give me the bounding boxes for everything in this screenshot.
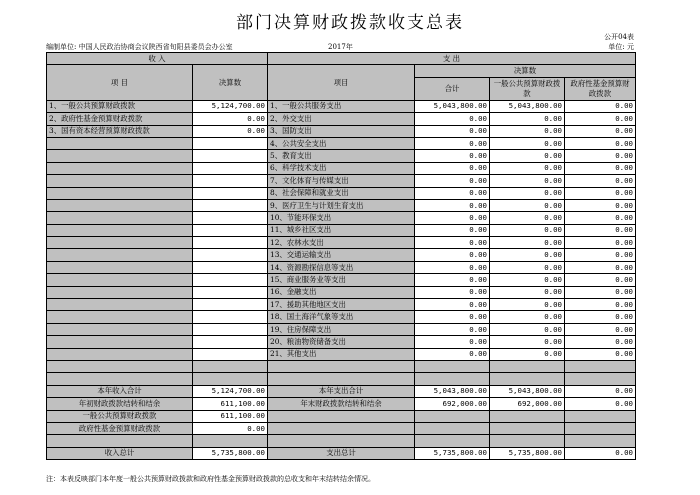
carry-out-general: 692,000.00 <box>490 398 565 410</box>
expense-total-value: 0.00 <box>415 162 490 174</box>
income-item-value <box>193 249 268 261</box>
carry-in-fund-value: 0.00 <box>193 422 268 434</box>
expense-fund-value: 0.00 <box>565 150 636 162</box>
expense-item-label: 9、医疗卫生与计划生育支出 <box>268 199 415 211</box>
expense-total-value: 0.00 <box>415 249 490 261</box>
footnote: 注：本表反映部门本年度一般公共预算财政拨款和政府性基金预算财政拨款的总收支和年末结转结余情况。 <box>46 475 375 483</box>
expense-total-value: 0.00 <box>415 150 490 162</box>
expense-total-value: 0.00 <box>415 261 490 273</box>
expense-general-value: 0.00 <box>490 187 565 199</box>
expense-general-value: 0.00 <box>490 336 565 348</box>
expense-fund-value: 0.00 <box>565 224 636 236</box>
expense-general-value: 0.00 <box>490 224 565 236</box>
blank-cell <box>193 360 268 372</box>
expense-fund-value: 0.00 <box>565 261 636 273</box>
blank-cell <box>47 435 193 447</box>
income-item-label <box>47 237 193 249</box>
expense-header: 支 出 <box>268 53 636 65</box>
expense-general-value: 5,043,800.00 <box>490 100 565 112</box>
expense-general-value: 0.00 <box>490 175 565 187</box>
blank-cell <box>268 410 415 422</box>
expense-general-value: 0.00 <box>490 286 565 298</box>
expense-item-label: 8、社会保障和就业支出 <box>268 187 415 199</box>
income-item-label <box>47 299 193 311</box>
expense-item-label: 4、公共安全支出 <box>268 137 415 149</box>
report-year: 2017年 <box>328 43 353 51</box>
carry-in-general-value: 611,100.00 <box>193 410 268 422</box>
income-item-label <box>47 311 193 323</box>
income-item-value <box>193 175 268 187</box>
blank-row <box>47 435 636 447</box>
expense-total-value: 0.00 <box>415 199 490 211</box>
blank-cell <box>565 422 636 434</box>
expense-total-general: 5,043,800.00 <box>490 385 565 397</box>
income-item-label <box>47 175 193 187</box>
table-row <box>47 212 636 224</box>
income-expense-total-row <box>47 385 636 397</box>
income-item-label <box>47 212 193 224</box>
expense-total-value: 0.00 <box>415 113 490 125</box>
expense-general-value: 0.00 <box>490 137 565 149</box>
income-item-label <box>47 336 193 348</box>
expense-total-sum: 5,043,800.00 <box>415 385 490 397</box>
carry-in-label: 年初财政拨款结转和结余 <box>47 398 193 410</box>
carryover-row <box>47 398 636 410</box>
income-item-value <box>193 336 268 348</box>
expense-total-value: 0.00 <box>415 286 490 298</box>
table-row <box>47 237 636 249</box>
blank-cell <box>268 422 415 434</box>
expense-fund-value: 0.00 <box>565 162 636 174</box>
income-header: 收 入 <box>47 53 268 65</box>
income-item-value <box>193 274 268 286</box>
expense-general-value: 0.00 <box>490 261 565 273</box>
income-item-label <box>47 224 193 236</box>
expense-general-value: 0.00 <box>490 299 565 311</box>
blank-cell <box>47 360 193 372</box>
blank-cell <box>415 373 490 385</box>
expense-general-value: 0.00 <box>490 199 565 211</box>
expense-total-value: 0.00 <box>415 175 490 187</box>
expense-item-label: 12、农林水支出 <box>268 237 415 249</box>
expense-fund-value: 0.00 <box>565 286 636 298</box>
blank-cell <box>415 435 490 447</box>
expense-fund-value: 0.00 <box>565 249 636 261</box>
income-item-header: 项 目 <box>47 65 193 100</box>
expense-item-label: 15、商业服务业等支出 <box>268 274 415 286</box>
expense-total-value: 0.00 <box>415 212 490 224</box>
blank-cell <box>415 422 490 434</box>
expense-item-label: 17、援助其他地区支出 <box>268 299 415 311</box>
income-item-value <box>193 323 268 335</box>
blank-row <box>47 360 636 372</box>
table-row <box>47 311 636 323</box>
income-item-label <box>47 162 193 174</box>
expense-general-value: 0.00 <box>490 348 565 360</box>
expense-fund-value: 0.00 <box>565 175 636 187</box>
carry-in-value: 611,100.00 <box>193 398 268 410</box>
table-row <box>47 249 636 261</box>
table-row <box>47 348 636 360</box>
form-code: 公开04表 <box>604 33 634 41</box>
expense-item-label: 1、一般公共服务支出 <box>268 100 415 112</box>
income-item-value <box>193 150 268 162</box>
income-item-value <box>193 286 268 298</box>
expense-fund-value: 0.00 <box>565 274 636 286</box>
income-item-value: 5,124,700.00 <box>193 100 268 112</box>
expense-item-label: 14、资源勘探信息等支出 <box>268 261 415 273</box>
grand-expense-label: 支出总计 <box>268 447 415 459</box>
reporting-unit: 编制单位: 中国人民政治协商会议陕西省旬阳县委员会办公室 <box>46 43 233 51</box>
expense-general-value: 0.00 <box>490 212 565 224</box>
carry-in-fund-label: 政府性基金预算财政拨款 <box>47 422 193 434</box>
expense-fund-value: 0.00 <box>565 212 636 224</box>
expense-total-value: 0.00 <box>415 336 490 348</box>
expense-item-label: 13、交通运输支出 <box>268 249 415 261</box>
income-item-value: 0.00 <box>193 125 268 137</box>
blank-cell <box>268 435 415 447</box>
table-row <box>47 323 636 335</box>
table-row <box>47 199 636 211</box>
carry-out-fund: 0.00 <box>565 398 636 410</box>
expense-total-value: 0.00 <box>415 311 490 323</box>
income-item-label: 2、政府性基金预算财政拨款 <box>47 113 193 125</box>
blank-cell <box>490 373 565 385</box>
grand-income-value: 5,735,800.00 <box>193 447 268 459</box>
blank-cell <box>47 373 193 385</box>
expense-fund-value: 0.00 <box>565 199 636 211</box>
table-row <box>47 113 636 125</box>
income-item-label <box>47 199 193 211</box>
carry-out-value: 692,000.00 <box>415 398 490 410</box>
report-title: 部门决算财政拨款收支总表 <box>236 13 464 33</box>
income-item-value <box>193 348 268 360</box>
blank-cell <box>490 435 565 447</box>
expense-total-label: 本年支出合计 <box>268 385 415 397</box>
income-item-label <box>47 261 193 273</box>
income-item-value <box>193 311 268 323</box>
total-header: 合计 <box>415 77 490 100</box>
expense-general-value: 0.00 <box>490 125 565 137</box>
income-item-label <box>47 137 193 149</box>
income-total-value: 5,124,700.00 <box>193 385 268 397</box>
expense-item-label: 6、科学技术支出 <box>268 162 415 174</box>
expense-total-value: 0.00 <box>415 224 490 236</box>
expense-item-label: 19、住房保障支出 <box>268 323 415 335</box>
table-row <box>47 299 636 311</box>
expense-total-fund: 0.00 <box>565 385 636 397</box>
blank-cell <box>415 410 490 422</box>
grand-expense-value: 5,735,800.00 <box>415 447 490 459</box>
expense-total-value: 5,043,800.00 <box>415 100 490 112</box>
expense-item-label: 10、节能环保支出 <box>268 212 415 224</box>
expense-general-value: 0.00 <box>490 237 565 249</box>
expense-general-value: 0.00 <box>490 113 565 125</box>
grand-total-row <box>47 447 636 459</box>
income-amount-header: 决算数 <box>193 65 268 100</box>
fund-budget-header: 政府性基金预算财政拨款 <box>565 77 636 100</box>
table-row <box>47 261 636 273</box>
income-item-value <box>193 224 268 236</box>
income-item-value <box>193 137 268 149</box>
expense-fund-value: 0.00 <box>565 348 636 360</box>
income-item-label <box>47 150 193 162</box>
header-row-1 <box>47 53 636 65</box>
expense-fund-value: 0.00 <box>565 323 636 335</box>
blank-row <box>47 373 636 385</box>
income-item-value <box>193 162 268 174</box>
blank-cell <box>490 360 565 372</box>
expense-total-value: 0.00 <box>415 125 490 137</box>
blank-cell <box>193 373 268 385</box>
expense-fund-value: 0.00 <box>565 125 636 137</box>
expense-item-label: 21、其他支出 <box>268 348 415 360</box>
grand-income-label: 收入总计 <box>47 447 193 459</box>
income-item-label <box>47 274 193 286</box>
expense-item-label: 3、国防支出 <box>268 125 415 137</box>
expense-total-value: 0.00 <box>415 274 490 286</box>
income-item-label <box>47 187 193 199</box>
table-row <box>47 162 636 174</box>
income-item-value <box>193 199 268 211</box>
blank-cell <box>565 360 636 372</box>
blank-cell <box>490 410 565 422</box>
table-row <box>47 224 636 236</box>
expense-item-label: 16、金融支出 <box>268 286 415 298</box>
blank-cell <box>565 435 636 447</box>
expense-item-label: 2、外交支出 <box>268 113 415 125</box>
expense-general-value: 0.00 <box>490 311 565 323</box>
blank-cell <box>415 360 490 372</box>
expense-general-value: 0.00 <box>490 323 565 335</box>
expense-total-value: 0.00 <box>415 348 490 360</box>
general-budget-header: 一般公共预算财政拨款 <box>490 77 565 100</box>
income-item-value <box>193 261 268 273</box>
expense-general-value: 0.00 <box>490 249 565 261</box>
expense-item-header: 项目 <box>268 65 415 100</box>
header-row-2 <box>47 65 636 77</box>
expense-fund-value: 0.00 <box>565 311 636 323</box>
blank-cell <box>193 435 268 447</box>
expense-item-label: 20、粮油物资储备支出 <box>268 336 415 348</box>
income-item-label <box>47 348 193 360</box>
table-row <box>47 100 636 112</box>
blank-cell <box>565 373 636 385</box>
expense-general-value: 0.00 <box>490 150 565 162</box>
table-row <box>47 150 636 162</box>
expense-total-value: 0.00 <box>415 323 490 335</box>
budget-table <box>46 52 636 460</box>
expense-fund-value: 0.00 <box>565 100 636 112</box>
expense-amount-header: 决算数 <box>415 65 636 77</box>
expense-fund-value: 0.00 <box>565 137 636 149</box>
grand-expense-fund: 0.00 <box>565 447 636 459</box>
income-item-value <box>193 187 268 199</box>
table-row <box>47 187 636 199</box>
income-total-label: 本年收入合计 <box>47 385 193 397</box>
expense-total-value: 0.00 <box>415 137 490 149</box>
expense-fund-value: 0.00 <box>565 187 636 199</box>
expense-item-label: 11、城乡社区支出 <box>268 224 415 236</box>
income-item-value: 0.00 <box>193 113 268 125</box>
income-item-label: 1、一般公共预算财政拨款 <box>47 100 193 112</box>
blank-cell <box>268 373 415 385</box>
blank-cell <box>565 410 636 422</box>
expense-fund-value: 0.00 <box>565 237 636 249</box>
expense-general-value: 0.00 <box>490 274 565 286</box>
grand-expense-general: 5,735,800.00 <box>490 447 565 459</box>
income-item-value <box>193 237 268 249</box>
income-item-label <box>47 249 193 261</box>
carry-in-general-label: 一般公共预算财政拨款 <box>47 410 193 422</box>
expense-general-value: 0.00 <box>490 162 565 174</box>
table-row <box>47 286 636 298</box>
blank-cell <box>490 422 565 434</box>
expense-item-label: 18、国土海洋气象等支出 <box>268 311 415 323</box>
table-row <box>47 125 636 137</box>
table-row <box>47 336 636 348</box>
table-row <box>47 137 636 149</box>
carry-in-general-row <box>47 410 636 422</box>
expense-item-label: 5、教育支出 <box>268 150 415 162</box>
expense-item-label: 7、文化体育与传媒支出 <box>268 175 415 187</box>
income-item-label <box>47 286 193 298</box>
income-item-label: 3、国有资本经营预算财政拨款 <box>47 125 193 137</box>
expense-fund-value: 0.00 <box>565 336 636 348</box>
expense-fund-value: 0.00 <box>565 113 636 125</box>
carry-in-fund-row <box>47 422 636 434</box>
currency-unit: 单位: 元 <box>608 43 634 51</box>
income-item-value <box>193 299 268 311</box>
expense-total-value: 0.00 <box>415 237 490 249</box>
blank-cell <box>268 360 415 372</box>
table-row <box>47 175 636 187</box>
expense-total-value: 0.00 <box>415 299 490 311</box>
table-row <box>47 274 636 286</box>
carry-out-label: 年末财政拨款结转和结余 <box>268 398 415 410</box>
expense-total-value: 0.00 <box>415 187 490 199</box>
income-item-value <box>193 212 268 224</box>
income-item-label <box>47 323 193 335</box>
expense-fund-value: 0.00 <box>565 299 636 311</box>
